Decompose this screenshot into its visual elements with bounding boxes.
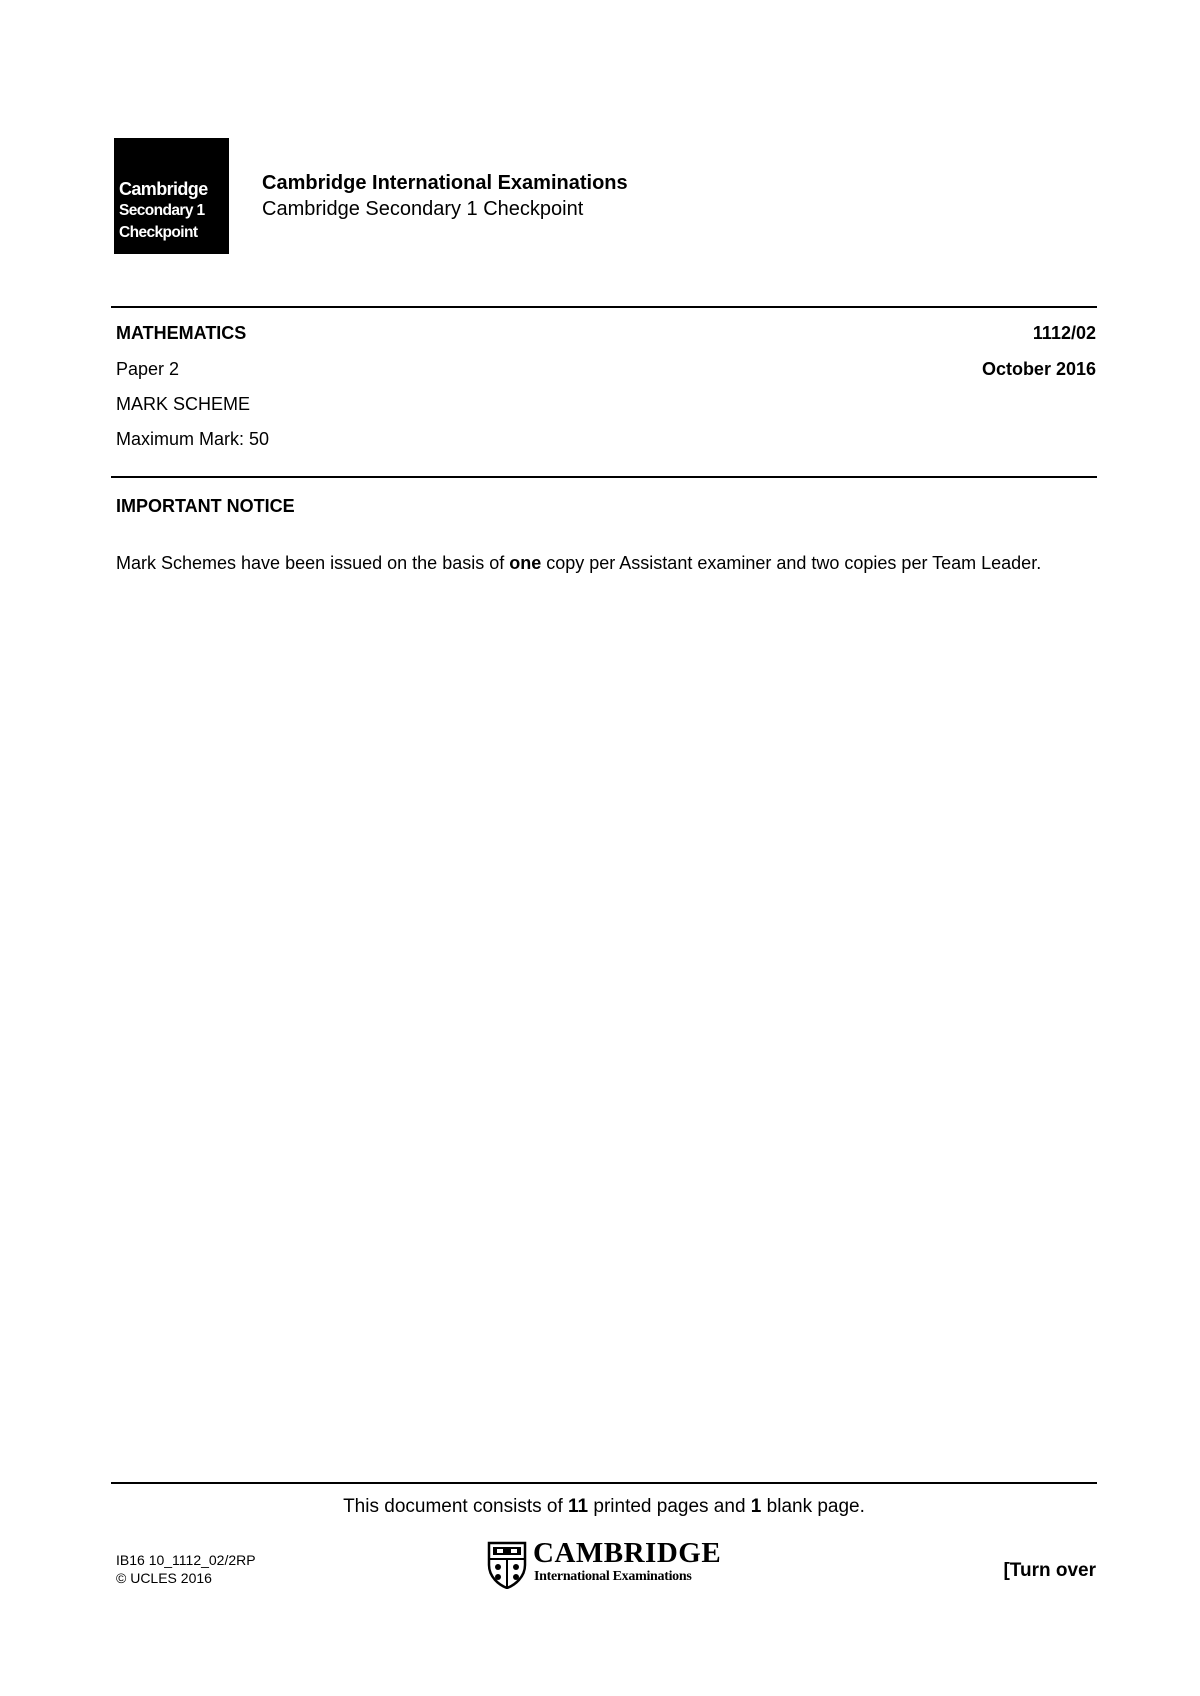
organisation-subtitle: Cambridge Secondary 1 Checkpoint [262,198,584,220]
exam-session: October 2016 [981,359,1096,379]
notice-heading: IMPORTANT NOTICE [116,496,295,516]
document-type: MARK SCHEME [116,394,251,414]
maximum-mark: Maximum Mark: 50 [116,429,270,449]
subject-title: MATHEMATICS [116,323,247,343]
turn-over-label: [Turn over [1003,1560,1096,1581]
paper-number: Paper 2 [116,359,180,379]
copyright-notice: © UCLES 2016 [116,1570,212,1586]
divider-footer [111,1482,1097,1484]
logo-line-3: Checkpoint [119,224,198,241]
brand-subtitle: International Examinations [534,1569,692,1584]
page-count-text-2: printed pages and [588,1496,751,1517]
divider-middle [111,476,1097,478]
paper-code: 1112/02 [1032,323,1096,343]
notice-body [116,552,1096,575]
notice-text-emphasis: one [509,553,542,573]
university-shield-icon [487,1541,527,1589]
logo-line-2: Secondary 1 [119,202,205,219]
document-reference: IB16 10_1112_02/2RP [116,1552,256,1568]
cambridge-checkpoint-logo [114,138,229,254]
blank-pages-count: 1 [750,1496,762,1517]
organisation-name: Cambridge International Examinations [262,172,628,194]
organisation-header [262,170,628,222]
logo-line-1: Cambridge [119,179,208,199]
brand-name: CAMBRIDGE [533,1537,722,1569]
page-count-text-3: blank page. [761,1496,865,1517]
page-count-statement [111,1495,1097,1519]
notice-text-start: Mark Schemes have been issued on the basis of [116,553,510,573]
page-count-text-1: This document consists of [343,1496,569,1517]
printed-pages-count: 11 [568,1496,589,1517]
cambridge-international-logo [487,1537,727,1591]
notice-text-end: copy per Assistant examiner and two copies per Team Leader. [541,553,1042,573]
divider-top [111,306,1097,308]
